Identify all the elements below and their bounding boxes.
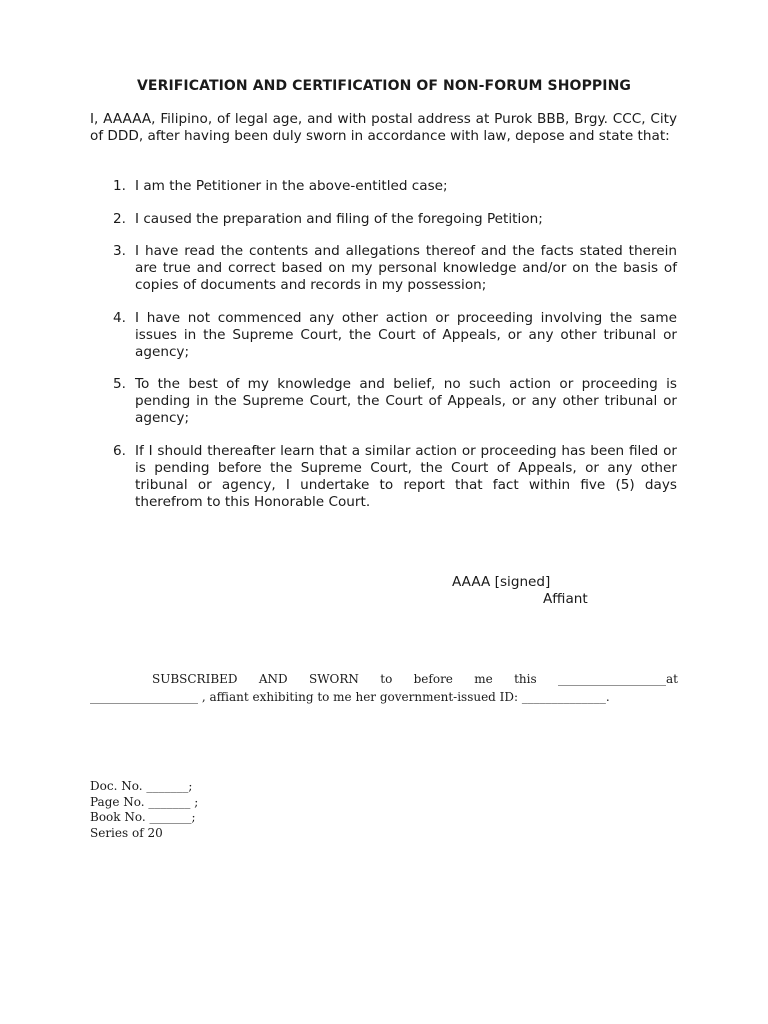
- notarial-register-block: [90, 779, 198, 841]
- list-item: [90, 243, 677, 294]
- document-title: VERIFICATION AND CERTIFICATION OF NON-FORUM SHOPPING: [136, 78, 632, 94]
- series-line: Series of 20: [90, 825, 163, 840]
- list-item: [90, 178, 677, 195]
- doc-number-line: Doc. No. _______;: [90, 779, 193, 793]
- jurat-word: to: [380, 672, 393, 686]
- list-item-text: If I should thereafter learn that a similar action or proceeding has been filed or is pending before the Supreme Court, the Court of Appeals, or any other tribunal or agency, I undertake to report that fact within five (5) days therefrom to this Honorable Court.: [135, 442, 677, 510]
- list-item: [90, 376, 677, 427]
- jurat-word: AND: [258, 672, 288, 686]
- page-number-line: Page No. _______ ;: [90, 794, 199, 809]
- jurat-word: this: [514, 672, 537, 686]
- intro-paragraph: I, AAAAA, Filipino, of legal age, and with postal address at Purok BBB, Brgy. CCC, City of DDD, after having been duly sworn in accordance with law, depose and state that:: [90, 111, 677, 144]
- list-item-text: I caused the preparation and filing of the foregoing Petition;: [135, 210, 543, 227]
- list-item: [90, 211, 677, 228]
- jurat-word: before: [413, 672, 453, 686]
- list-item-number: 1.: [113, 178, 126, 194]
- book-number-line: Book No. _______;: [90, 810, 196, 824]
- jurat-line-1: [90, 670, 678, 688]
- list-item-text: I am the Petitioner in the above-entitled case;: [135, 178, 448, 194]
- list-item-number: 3.: [113, 243, 126, 259]
- list-item-text: I have not commenced any other action or proceeding involving the same issues in the Supreme Court, the Court of Appeals, or any other tribunal or agency;: [135, 309, 677, 360]
- jurat-word: SWORN: [308, 672, 359, 686]
- list-item: [90, 443, 677, 511]
- list-item-text: To the best of my knowledge and belief, no such action or proceeding is pending in the Supreme Court, the Court of Appeals, or any other tribunal or agency;: [135, 376, 677, 426]
- list-item: [90, 310, 677, 361]
- jurat-word: SUBSCRIBED: [152, 672, 238, 686]
- statement-list: [90, 178, 677, 526]
- list-item-number: 4.: [113, 309, 126, 326]
- jurat-block: [90, 670, 678, 706]
- list-item-number: 5.: [113, 376, 126, 392]
- jurat-word: __________________at: [557, 672, 678, 686]
- affiant-label: Affiant: [543, 591, 588, 607]
- jurat-line-2: __________________ , affiant exhibiting to me her government-issued ID: ______________.: [90, 690, 610, 704]
- list-item-number: 2.: [113, 210, 126, 227]
- affiant-signature-name: AAAA [signed]: [452, 574, 551, 590]
- list-item-text: I have read the contents and allegations thereof and the facts stated therein are true and correct based on my personal knowledge and/or on the basis of copies of documents and records in my possession;: [135, 243, 677, 293]
- list-item-number: 6.: [113, 442, 126, 459]
- jurat-word: me: [474, 672, 493, 686]
